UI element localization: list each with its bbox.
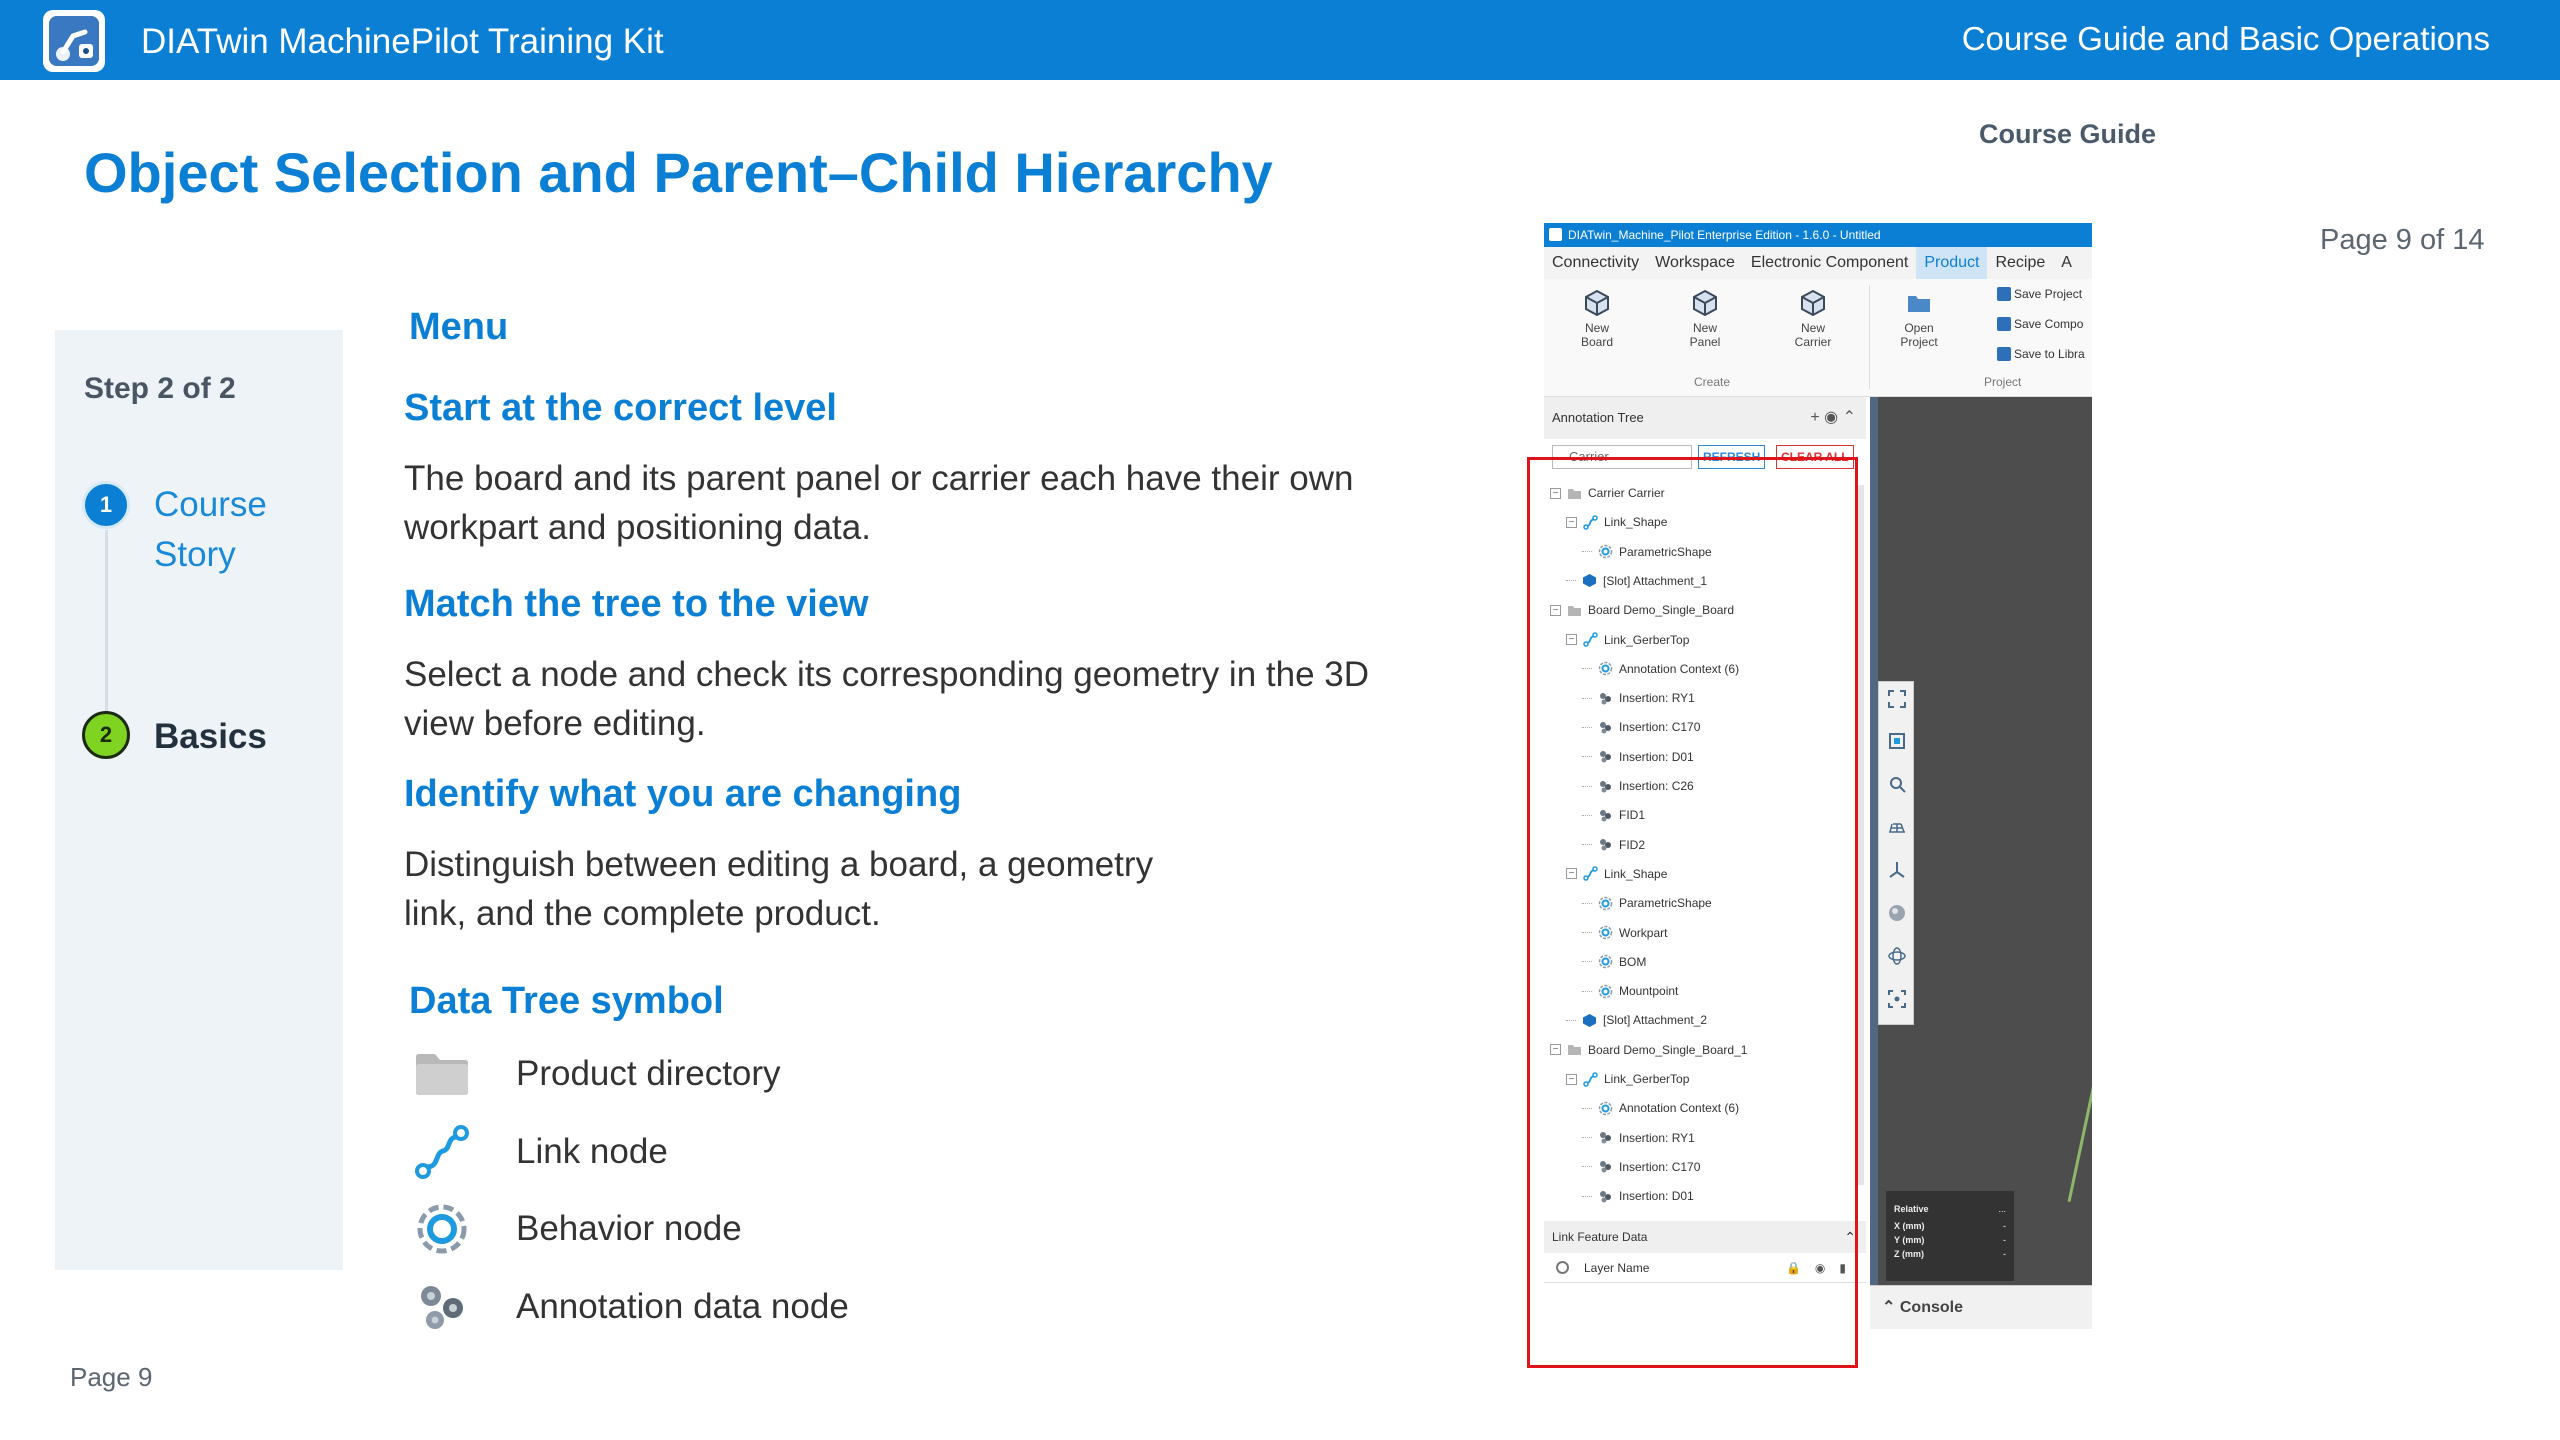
focus-icon[interactable] bbox=[1888, 990, 1906, 1008]
section-body bbox=[404, 650, 1369, 748]
app-title: DIATwin MachinePilot Training Kit bbox=[141, 22, 664, 61]
ribbon-label: Save to Libra bbox=[2014, 347, 2085, 361]
x-label: X (mm) bbox=[1894, 1221, 1925, 1231]
collapse-toggle-icon[interactable]: − bbox=[1566, 517, 1577, 528]
tree-scrollbar[interactable] bbox=[1858, 485, 1864, 1185]
collapse-toggle-icon[interactable]: − bbox=[1566, 1074, 1577, 1085]
cube-icon bbox=[1799, 289, 1827, 317]
course-guide-label: Course Guide bbox=[1979, 119, 2157, 149]
legend-label: Product directory bbox=[516, 1054, 781, 1093]
annotation-tree-title: Annotation Tree bbox=[1552, 410, 1644, 425]
behavior-node-icon bbox=[410, 1197, 474, 1261]
ribbon-group-project: Project bbox=[1984, 375, 2022, 389]
tree-node-label: BOM bbox=[1619, 954, 1647, 969]
tree-node-label: Annotation Context (6) bbox=[1619, 661, 1740, 676]
menu-electronic-component[interactable]: Electronic Component bbox=[1750, 254, 1909, 271]
step-1-line1: Course bbox=[154, 485, 267, 524]
tree-node-label: Carrier Carrier bbox=[1588, 486, 1665, 500]
tree-node-label: Insertion: C170 bbox=[1619, 1159, 1701, 1174]
tree-node-label: FID1 bbox=[1619, 808, 1646, 823]
new-carrier-button[interactable] bbox=[1778, 289, 1848, 349]
y-value: - bbox=[2003, 1235, 2006, 1245]
menu-workspace[interactable]: Workspace bbox=[1655, 254, 1735, 271]
x-value: - bbox=[2003, 1221, 2006, 1231]
tree-node-label: Link_GerberTop bbox=[1604, 1072, 1690, 1086]
ribbon-label: Save Compo bbox=[2014, 317, 2084, 331]
menu-more[interactable]: A bbox=[2061, 254, 2072, 271]
layer-tools[interactable]: 🔒◉▮ bbox=[1785, 1261, 1860, 1275]
step-course-story-link[interactable] bbox=[154, 480, 267, 580]
steps-label: Step 2 of 2 bbox=[84, 372, 236, 405]
legend-row bbox=[410, 1275, 849, 1339]
save-to-library-button[interactable] bbox=[1997, 347, 2085, 361]
section-heading: Identify what you are changing bbox=[404, 773, 962, 815]
ribbon-label: New bbox=[1692, 321, 1717, 335]
tree-node-label: [Slot] Attachment_2 bbox=[1603, 1013, 1708, 1028]
section-body bbox=[404, 840, 1153, 938]
legend-row bbox=[410, 1042, 781, 1106]
step-2-badge: 2 bbox=[82, 711, 130, 759]
app-logo bbox=[43, 10, 105, 72]
z-value: - bbox=[2003, 1249, 2006, 1259]
save-icon bbox=[1997, 287, 2011, 301]
annotation-tree-header bbox=[1544, 397, 1866, 439]
body-line: link, and the complete product. bbox=[404, 894, 881, 933]
menu-heading: Menu bbox=[409, 306, 509, 348]
save-icon bbox=[1997, 317, 2011, 331]
body-line: view before editing. bbox=[404, 704, 706, 743]
body-line: Select a node and check its corresponding geometry in the 3D bbox=[404, 655, 1370, 694]
step-basics-current: Basics bbox=[154, 717, 267, 756]
collapse-toggle-icon[interactable]: − bbox=[1550, 488, 1561, 499]
tree-node-label: ParametricShape bbox=[1619, 544, 1712, 559]
grid-icon[interactable] bbox=[1888, 818, 1906, 836]
page-indicator: Page 9 of 14 bbox=[2320, 224, 2485, 256]
section-heading: Start at the correct level bbox=[404, 387, 837, 429]
zoom-icon[interactable] bbox=[1888, 775, 1906, 793]
annotation-data-node-icon bbox=[410, 1275, 474, 1339]
page-title: Object Selection and Parent–Child Hierarchy bbox=[84, 141, 1273, 204]
tree-node-label: Workpart bbox=[1619, 925, 1668, 940]
tree-node-label: Insertion: RY1 bbox=[1619, 691, 1695, 706]
tree-node-label: Insertion: C26 bbox=[1619, 779, 1694, 793]
orbit-icon[interactable] bbox=[1888, 947, 1906, 965]
step-1-line2: Story bbox=[154, 535, 236, 574]
tree-node-label: Insertion: RY1 bbox=[1619, 1130, 1695, 1145]
tree-node-label: Mountpoint bbox=[1619, 984, 1679, 999]
legend-row bbox=[410, 1120, 668, 1184]
collapse-toggle-icon[interactable]: − bbox=[1550, 605, 1561, 616]
ribbon-label: Open bbox=[1904, 321, 1934, 335]
step-1-badge[interactable]: 1 bbox=[82, 481, 130, 529]
top-header-bar bbox=[0, 0, 2560, 80]
body-line: Distinguish between editing a board, a geometry bbox=[404, 845, 1154, 884]
tree-node-label: Link_Shape bbox=[1604, 515, 1668, 530]
menu-product[interactable]: Product bbox=[1916, 247, 1987, 279]
cube-icon bbox=[1583, 289, 1611, 317]
axes-icon[interactable] bbox=[1888, 861, 1906, 879]
collapse-toggle-icon[interactable]: − bbox=[1566, 868, 1577, 879]
link-feature-title: Link Feature Data bbox=[1552, 1230, 1648, 1244]
ribbon-label: Board bbox=[1580, 335, 1614, 349]
menu-connectivity[interactable]: Connectivity bbox=[1552, 254, 1640, 271]
legend-heading: Data Tree symbol bbox=[409, 980, 724, 1022]
body-line: The board and its parent panel or carrier each have their own bbox=[404, 459, 1354, 498]
cube-icon bbox=[1691, 289, 1719, 317]
clear-all-button[interactable]: CLEAR ALL bbox=[1776, 445, 1854, 469]
layer-name-label: Layer Name bbox=[1584, 1261, 1650, 1275]
save-icon bbox=[1997, 347, 2011, 361]
tree-node-label: Annotation Context (6) bbox=[1619, 1101, 1740, 1116]
tree-node-label: Board Demo_Single_Board bbox=[1588, 603, 1735, 618]
body-line: workpart and positioning data. bbox=[404, 508, 871, 547]
tree-filter-select[interactable]: Carrier bbox=[1552, 445, 1692, 469]
ribbon-separator bbox=[1869, 285, 1870, 389]
tree-node-label: [Slot] Attachment_1 bbox=[1603, 573, 1708, 588]
folder-icon bbox=[410, 1042, 474, 1106]
tree-node-label: FID2 bbox=[1619, 837, 1646, 852]
app-menubar bbox=[1544, 247, 2092, 279]
tree-node-label: Insertion: D01 bbox=[1619, 1189, 1694, 1204]
viewport-edge bbox=[1870, 397, 1878, 1285]
app-window-titlebar bbox=[1544, 223, 2092, 247]
tree-node-label: Link_Shape bbox=[1604, 866, 1668, 881]
legend-label: Link node bbox=[516, 1132, 668, 1171]
shading-icon[interactable] bbox=[1888, 904, 1906, 922]
tree-node-label: Link_GerberTop bbox=[1604, 632, 1690, 647]
tree-node-label: Insertion: D01 bbox=[1619, 749, 1694, 764]
relative-coordinates-panel bbox=[1886, 1191, 2014, 1281]
chevron-up-icon[interactable]: ⌃ bbox=[1844, 1229, 1856, 1245]
tree-node-label: ParametricShape bbox=[1619, 896, 1712, 911]
header-section-title: Course Guide and Basic Operations bbox=[1961, 20, 2490, 57]
ribbon-label: Carrier bbox=[1794, 335, 1832, 349]
tree-header-tools[interactable]: + ◉ ⌃ bbox=[1810, 409, 1856, 426]
relative-title: Relative bbox=[1894, 1204, 1929, 1214]
new-panel-button[interactable] bbox=[1670, 289, 1740, 349]
menu-recipe[interactable]: Recipe bbox=[1995, 254, 2046, 271]
chevron-up-icon: ⌃ bbox=[1882, 1299, 1896, 1316]
refresh-button[interactable]: REFRESH bbox=[1698, 445, 1765, 469]
section-body bbox=[404, 454, 1353, 552]
steps-panel bbox=[55, 330, 343, 1270]
ribbon-label: New bbox=[1584, 321, 1609, 335]
fit-all-icon[interactable] bbox=[1888, 690, 1906, 708]
page-footer: Page 9 bbox=[70, 1362, 153, 1392]
console-label: Console bbox=[1899, 1299, 1963, 1316]
view-toolbar bbox=[1878, 681, 1914, 1025]
legend-row bbox=[410, 1197, 742, 1261]
highlight-box bbox=[1527, 457, 1858, 1368]
section-heading: Match the tree to the view bbox=[404, 583, 869, 625]
ribbon-group-create: Create bbox=[1694, 375, 1731, 389]
ribbon bbox=[1544, 279, 2092, 397]
folder-open-icon bbox=[1905, 289, 1933, 317]
new-board-button[interactable] bbox=[1562, 289, 1632, 349]
ribbon-label: Save Project bbox=[2014, 287, 2083, 301]
link-node-icon bbox=[410, 1120, 474, 1184]
tree-node-label: Insertion: C170 bbox=[1619, 720, 1701, 735]
z-label: Z (mm) bbox=[1894, 1249, 1924, 1259]
tree-node-label: Board Demo_Single_Board_1 bbox=[1588, 1042, 1748, 1057]
ribbon-label: New bbox=[1800, 321, 1825, 335]
robot-arm-icon bbox=[49, 16, 99, 66]
collapse-toggle-icon[interactable]: − bbox=[1550, 1044, 1561, 1055]
app-window-icon bbox=[1549, 228, 1562, 241]
legend-label: Behavior node bbox=[516, 1209, 742, 1248]
y-label: Y (mm) bbox=[1894, 1235, 1925, 1245]
open-project-button[interactable] bbox=[1884, 289, 1954, 349]
save-component-button[interactable] bbox=[1997, 317, 2083, 331]
ribbon-label: Panel bbox=[1689, 335, 1721, 349]
relative-menu[interactable]: ... bbox=[1998, 1204, 2006, 1214]
window-title: DIATwin_Machine_Pilot Enterprise Edition - 1.6.0 - Untitled bbox=[1568, 228, 1881, 242]
collapse-toggle-icon[interactable]: − bbox=[1566, 634, 1577, 645]
console-toggle[interactable] bbox=[1870, 1285, 2092, 1329]
save-project-button[interactable] bbox=[1997, 287, 2082, 301]
fit-selection-icon[interactable] bbox=[1888, 732, 1906, 750]
legend-label: Annotation data node bbox=[516, 1287, 849, 1326]
ribbon-label: Project bbox=[1900, 335, 1938, 349]
